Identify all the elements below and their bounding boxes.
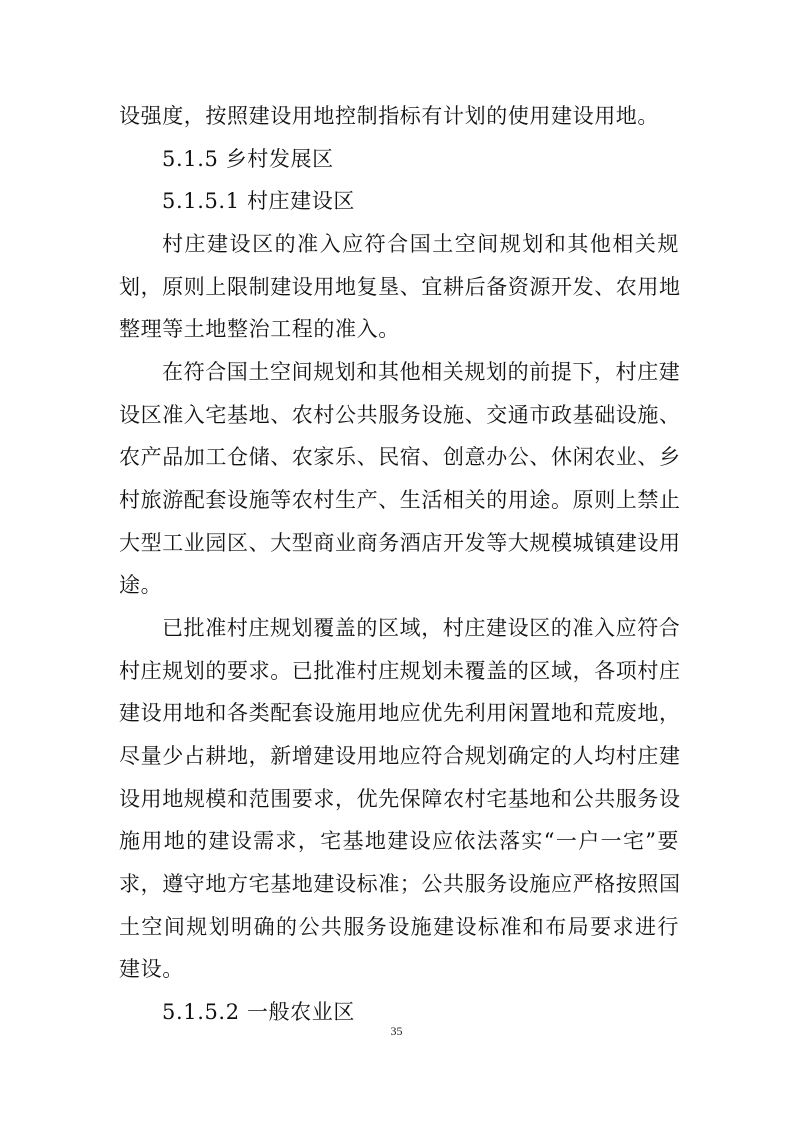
paragraph-2-line-2: 设区准入宅基地、农村公共服务设施、交通市政基础设施、	[119, 403, 681, 427]
paragraph-3-line-9: 建设。	[119, 957, 184, 981]
paragraph-1-line-2: 划，原则上限制建设用地复垦、宜耕后备资源开发、农用地	[119, 275, 681, 299]
paragraph-2-line-5: 大型工业园区、大型商业商务酒店开发等大规模城镇建设用	[119, 531, 681, 555]
paragraph-2-line-4: 村旅游配套设施等农村生产、生活相关的用途。原则上禁止	[119, 488, 681, 512]
paragraph-2-line-1: 在符合国土空间规划和其他相关规划的前提下，村庄建	[162, 360, 681, 384]
paragraph-1-line-3: 整理等土地整治工程的准入。	[119, 317, 400, 341]
section-heading-5-1-5-2: 5.1.5.2 一般农业区	[162, 1000, 355, 1024]
text-line-continuation: 设强度，按照建设用地控制指标有计划的使用建设用地。	[119, 104, 659, 128]
paragraph-3-line-5: 设用地规模和范围要求，优先保障农村宅基地和公共服务设	[119, 787, 681, 811]
paragraph-3-line-1: 已批准村庄规划覆盖的区域，村庄建设区的准入应符合	[162, 616, 681, 640]
paragraph-2-line-6: 途。	[119, 573, 163, 597]
paragraph-3-line-7: 求，遵守地方宅基地建设标准；公共服务设施应严格按照国	[119, 872, 681, 896]
paragraph-3-line-4: 尽量少占耕地，新增建设用地应符合规划确定的人均村庄建	[119, 744, 681, 768]
paragraph-3-line-3: 建设用地和各类配套设施用地应优先利用闲置地和荒废地，	[119, 701, 681, 725]
paragraph-2-line-3: 农产品加工仓储、农家乐、民宿、创意办公、休闲农业、乡	[119, 445, 681, 469]
paragraph-3-line-2: 村庄规划的要求。已批准村庄规划未覆盖的区域，各项村庄	[119, 659, 681, 683]
section-heading-5-1-5: 5.1.5 乡村发展区	[162, 147, 334, 171]
page-number: 35	[390, 1024, 403, 1038]
paragraph-3-line-8: 土空间规划明确的公共服务设施建设标准和布局要求进行	[119, 915, 679, 939]
paragraph-3-line-6: 施用地的建设需求，宅基地建设应依法落实“一户一宅”要	[119, 829, 679, 853]
paragraph-1-line-1: 村庄建设区的准入应符合国土空间规划和其他相关规	[162, 232, 679, 256]
section-heading-5-1-5-1: 5.1.5.1 村庄建设区	[162, 189, 355, 213]
